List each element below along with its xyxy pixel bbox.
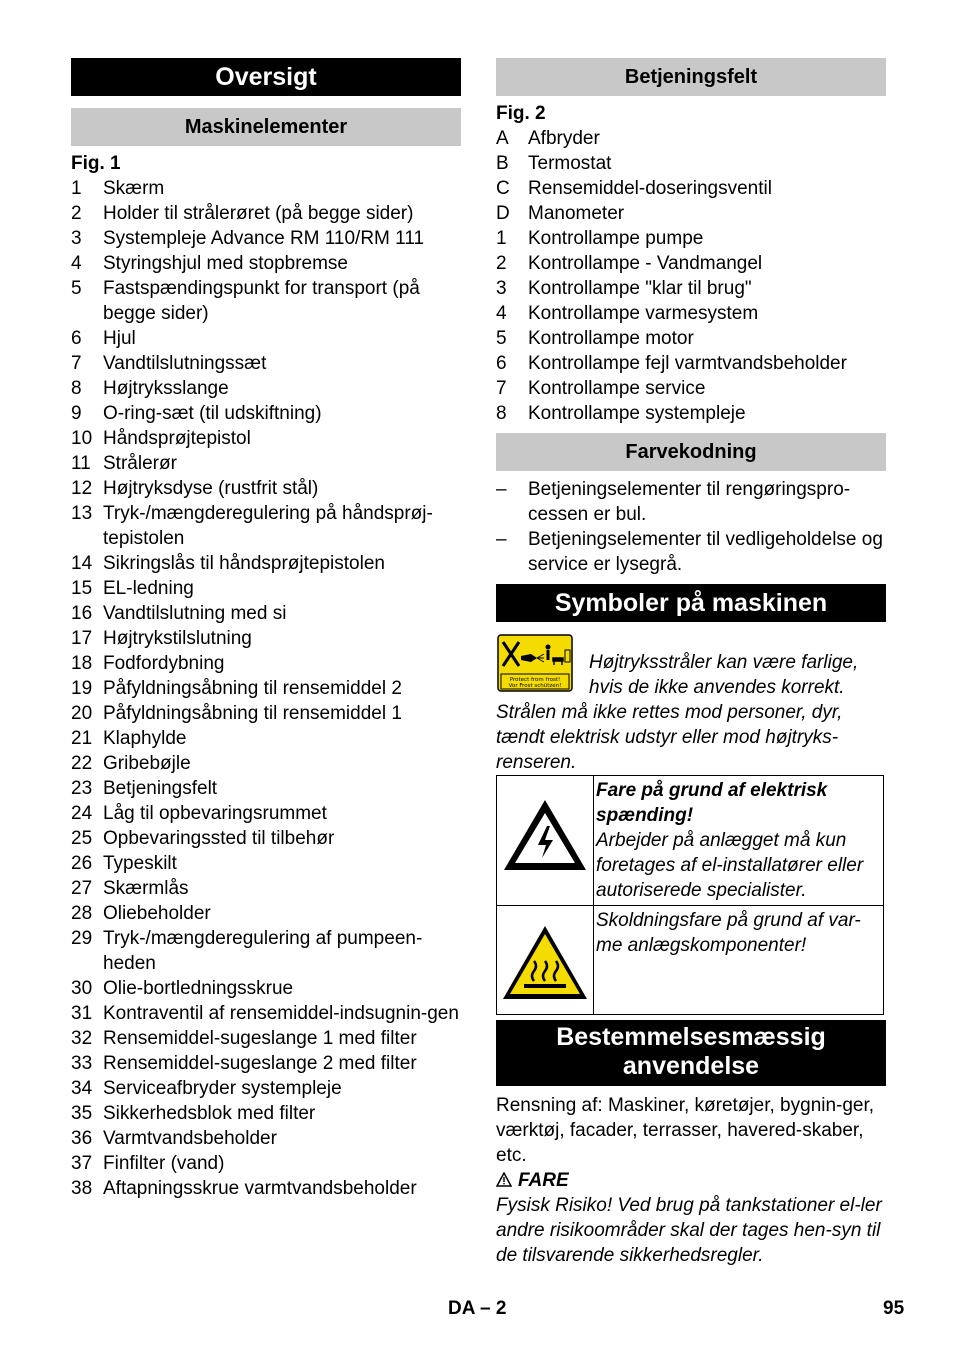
item-number: 31 <box>71 1003 93 1024</box>
danger-heading <box>496 1168 886 1193</box>
machine-elements-list <box>71 176 461 1201</box>
item-number: 24 <box>71 803 93 824</box>
list-item <box>71 626 461 651</box>
item-text: Finfilter (vand) <box>103 1153 225 1174</box>
subsection-title-color-coding: Farvekodning <box>496 433 886 471</box>
item-number: – <box>496 529 507 550</box>
item-text: Skærm <box>103 178 165 199</box>
item-number: 30 <box>71 978 93 999</box>
item-number: 32 <box>71 1028 93 1049</box>
list-item <box>71 976 461 1001</box>
list-item <box>496 477 886 527</box>
item-text: Serviceafbryder systempleje <box>103 1078 342 1099</box>
item-text: Varmtvandsbeholder <box>103 1128 277 1149</box>
list-item <box>496 301 886 326</box>
list-item <box>71 1126 461 1151</box>
list-item <box>71 1151 461 1176</box>
item-text: Holder til strålerøret (på begge sider) <box>103 203 414 224</box>
list-item <box>71 426 461 451</box>
list-item <box>71 501 461 551</box>
item-number: 37 <box>71 1153 93 1174</box>
list-item <box>71 451 461 476</box>
item-number: 7 <box>496 378 507 399</box>
item-text: Fastspændingspunkt for transport (på begge sider) <box>103 278 420 324</box>
item-number: 5 <box>71 278 82 299</box>
item-text: Sikringslås til håndsprøjtepistolen <box>103 553 385 574</box>
item-number: 34 <box>71 1078 93 1099</box>
item-text: Afbryder <box>528 128 600 149</box>
item-number: 9 <box>71 403 82 424</box>
item-number: 1 <box>71 178 82 199</box>
list-item <box>71 576 461 601</box>
item-text: Vandtilslutningssæt <box>103 353 267 374</box>
subsection-title-machine-elements: Maskinelementer <box>71 108 461 146</box>
item-text: EL-ledning <box>103 578 194 599</box>
item-number: A <box>496 128 509 149</box>
item-number: 28 <box>71 903 93 924</box>
list-item <box>71 351 461 376</box>
item-number: 26 <box>71 853 93 874</box>
svg-text:Protect from frost!: Protect from frost! <box>509 677 561 683</box>
list-item <box>71 276 461 326</box>
section-title-intended-use-line2: anvendelse <box>622 1052 760 1080</box>
item-text: Kontrollampe varmesystem <box>528 303 759 324</box>
item-text: Kontrollampe "klar til brug" <box>528 278 752 299</box>
electric-warning-row <box>497 776 884 906</box>
item-text: Påfyldningsåbning til rensemiddel 2 <box>103 678 402 699</box>
item-number: 5 <box>496 328 507 349</box>
jet-warning-text: Højtryksstråler kan være farlige, hvis de ikke anvendes korrekt. <box>589 652 859 698</box>
item-number: 8 <box>496 403 507 424</box>
footer-section-label: DA – 2 <box>448 1298 507 1319</box>
list-item <box>71 651 461 676</box>
item-number: 4 <box>71 253 82 274</box>
item-number: 1 <box>496 228 507 249</box>
item-text: Gribebøjle <box>103 753 191 774</box>
item-text: Tryk-/mængderegulering af pumpeen-heden <box>103 928 423 974</box>
item-number: C <box>496 178 510 199</box>
hot-surface-warning-text-cell <box>594 906 884 1015</box>
item-text: Strålerør <box>103 453 177 474</box>
item-text: Betjeningselementer til rengøringspro-cessen er bul. <box>528 479 851 525</box>
item-number: 25 <box>71 828 93 849</box>
item-number: 12 <box>71 478 93 499</box>
list-item <box>71 676 461 701</box>
list-item <box>71 1051 461 1076</box>
section-title-intended-use <box>496 1020 886 1086</box>
list-item <box>71 851 461 876</box>
danger-text: Fysisk Risiko! Ved brug på tankstationer el-ler andre risikoområder skal der tages hen-syn til de tilsvarende sikkerhedsregler. <box>496 1195 882 1266</box>
item-number: 21 <box>71 728 93 749</box>
item-number: 6 <box>496 353 507 374</box>
danger-label: FARE <box>518 1170 569 1191</box>
item-number: D <box>496 203 510 224</box>
electric-warning-text-cell <box>594 776 884 906</box>
item-number: 15 <box>71 578 93 599</box>
list-item <box>71 1176 461 1201</box>
list-item <box>71 226 461 251</box>
item-text: Olie-bortledningsskrue <box>103 978 294 999</box>
item-number: 29 <box>71 928 93 949</box>
item-number: 4 <box>496 303 507 324</box>
list-item <box>71 326 461 351</box>
item-text: Klaphylde <box>103 728 187 749</box>
item-text: Højtryksslange <box>103 378 229 399</box>
item-number: B <box>496 153 509 174</box>
item-number: 23 <box>71 778 93 799</box>
item-text: Hjul <box>103 328 136 349</box>
section-title-overview: Oversigt <box>71 58 461 96</box>
list-item <box>496 176 886 201</box>
item-text: Påfyldningsåbning til rensemiddel 1 <box>103 703 402 724</box>
list-item <box>71 201 461 226</box>
item-number: 20 <box>71 703 93 724</box>
item-text: Låg til opbevaringsrummet <box>103 803 327 824</box>
subsection-title-control-panel: Betjeningsfelt <box>496 58 886 96</box>
item-number: – <box>496 479 507 500</box>
item-text: Skærmlås <box>103 878 189 899</box>
hot-surface-warning-row <box>497 906 884 1015</box>
item-text: Oliebeholder <box>103 903 211 924</box>
item-number: 6 <box>71 328 82 349</box>
left-column <box>71 58 461 1201</box>
item-text: Termostat <box>528 153 612 174</box>
item-text: Betjeningsfelt <box>103 778 218 799</box>
item-text: Betjeningselementer til vedligeholdelse og service er lysegrå. <box>528 529 883 575</box>
item-text: Sikkerhedsblok med filter <box>103 1103 316 1124</box>
list-item <box>71 876 461 901</box>
figure-reference: Fig. 2 <box>496 103 546 124</box>
list-item <box>71 701 461 726</box>
control-panel-list <box>496 126 886 426</box>
figure-reference: Fig. 1 <box>71 153 121 174</box>
list-item <box>71 726 461 751</box>
item-text: Aftapningsskrue varmtvandsbeholder <box>103 1178 417 1199</box>
svg-text:Vor Frost schützen!: Vor Frost schützen! <box>508 683 562 689</box>
list-item <box>496 201 886 226</box>
high-pressure-warning-label-icon <box>497 634 573 692</box>
list-item <box>496 151 886 176</box>
section-title-intended-use-line1: Bestemmelsesmæssig <box>556 1023 826 1051</box>
list-item <box>71 1001 461 1026</box>
list-item <box>71 251 461 276</box>
item-number: 13 <box>71 503 93 524</box>
list-item <box>496 326 886 351</box>
item-number: 14 <box>71 553 93 574</box>
list-item <box>71 1101 461 1126</box>
item-text: Højtryksdyse (rustfrit stål) <box>103 478 319 499</box>
list-item <box>71 376 461 401</box>
item-text: Rensemiddel-sugeslange 1 med filter <box>103 1028 417 1049</box>
item-number: 8 <box>71 378 82 399</box>
item-number: 36 <box>71 1128 93 1149</box>
list-item <box>496 276 886 301</box>
warning-triangle-icon <box>496 1172 512 1187</box>
item-number: 3 <box>71 228 82 249</box>
item-text: Håndsprøjtepistol <box>103 428 251 449</box>
item-number: 3 <box>496 278 507 299</box>
list-item <box>71 1076 461 1101</box>
list-item <box>71 801 461 826</box>
list-item <box>496 376 886 401</box>
item-number: 33 <box>71 1053 93 1074</box>
list-item <box>71 1026 461 1051</box>
item-number: 2 <box>496 253 507 274</box>
list-item <box>496 251 886 276</box>
item-text: Kontrollampe pumpe <box>528 228 704 249</box>
electric-warning-title: Fare på grund af elektrisk spænding! <box>596 780 828 826</box>
item-text: Kontrollampe systempleje <box>528 403 746 424</box>
item-number: 16 <box>71 603 93 624</box>
hot-surface-icon-cell <box>497 906 594 1015</box>
item-text: O-ring-sæt (til udskiftning) <box>103 403 322 424</box>
jet-warning-block <box>496 632 886 775</box>
list-item <box>71 776 461 801</box>
item-text: Højtrykstilslutning <box>103 628 252 649</box>
item-text: Systempleje Advance RM 110/RM 111 <box>103 228 425 249</box>
item-text: Kontrollampe - Vandmangel <box>528 253 763 274</box>
item-number: 22 <box>71 753 93 774</box>
item-text: Tryk-/mængderegulering på håndsprøj-tepistolen <box>103 503 433 549</box>
list-item <box>71 901 461 926</box>
item-number: 17 <box>71 628 93 649</box>
color-coding-list <box>496 477 886 577</box>
item-number: 2 <box>71 203 82 224</box>
item-text: Vandtilslutning med si <box>103 603 287 624</box>
electric-warning-text: Arbejder på anlægget må kun foretages af el-installatører eller autoriserede specialister. <box>596 830 864 901</box>
item-number: 18 <box>71 653 93 674</box>
item-number: 10 <box>71 428 93 449</box>
list-item <box>496 527 886 577</box>
item-text: Rensemiddel-doseringsventil <box>528 178 772 199</box>
section-title-symbols: Symboler på maskinen <box>496 584 886 622</box>
item-number: 7 <box>71 353 82 374</box>
page-number: 95 <box>883 1298 905 1319</box>
list-item <box>71 551 461 576</box>
item-text: Styringshjul med stopbremse <box>103 253 348 274</box>
list-item <box>496 351 886 376</box>
warning-symbols-table <box>496 775 884 1015</box>
item-text: Kontrollampe service <box>528 378 706 399</box>
list-item <box>496 401 886 426</box>
item-text: Opbevaringssted til tilbehør <box>103 828 335 849</box>
item-number: 27 <box>71 878 93 899</box>
list-item <box>71 176 461 201</box>
item-text: Kontrollampe fejl varmtvandsbeholder <box>528 353 847 374</box>
item-text: Manometer <box>528 203 625 224</box>
right-column <box>496 58 886 1268</box>
electric-hazard-icon <box>500 796 590 876</box>
list-item <box>71 476 461 501</box>
item-number: 35 <box>71 1103 93 1124</box>
hot-surface-icon <box>500 923 590 1003</box>
item-text: Fodfordybning <box>103 653 225 674</box>
item-number: 38 <box>71 1178 93 1199</box>
item-text: Kontraventil af rensemiddel-indsugnin-gen <box>103 1003 459 1024</box>
list-item <box>71 401 461 426</box>
electric-icon-cell <box>497 776 594 906</box>
item-number: 19 <box>71 678 93 699</box>
hot-surface-warning-text: Skoldningsfare på grund af var-me anlægskomponenter! <box>596 910 861 956</box>
list-item <box>496 226 886 251</box>
list-item <box>71 751 461 776</box>
list-item <box>71 601 461 626</box>
item-text: Kontrollampe motor <box>528 328 694 349</box>
item-number: 11 <box>71 453 91 474</box>
intended-use-text: Rensning af: Maskiner, køretøjer, bygnin-ger, værktøj, facader, terrasser, havered-skaber, etc. <box>496 1095 875 1166</box>
jet-warning-text-continued: Strålen må ikke rettes mod personer, dyr, tændt elektrisk udstyr eller mod højtryks-renseren. <box>496 702 843 773</box>
list-item <box>71 826 461 851</box>
list-item <box>71 926 461 976</box>
item-text: Rensemiddel-sugeslange 2 med filter <box>103 1053 417 1074</box>
list-item <box>496 126 886 151</box>
item-text: Typeskilt <box>103 853 177 874</box>
